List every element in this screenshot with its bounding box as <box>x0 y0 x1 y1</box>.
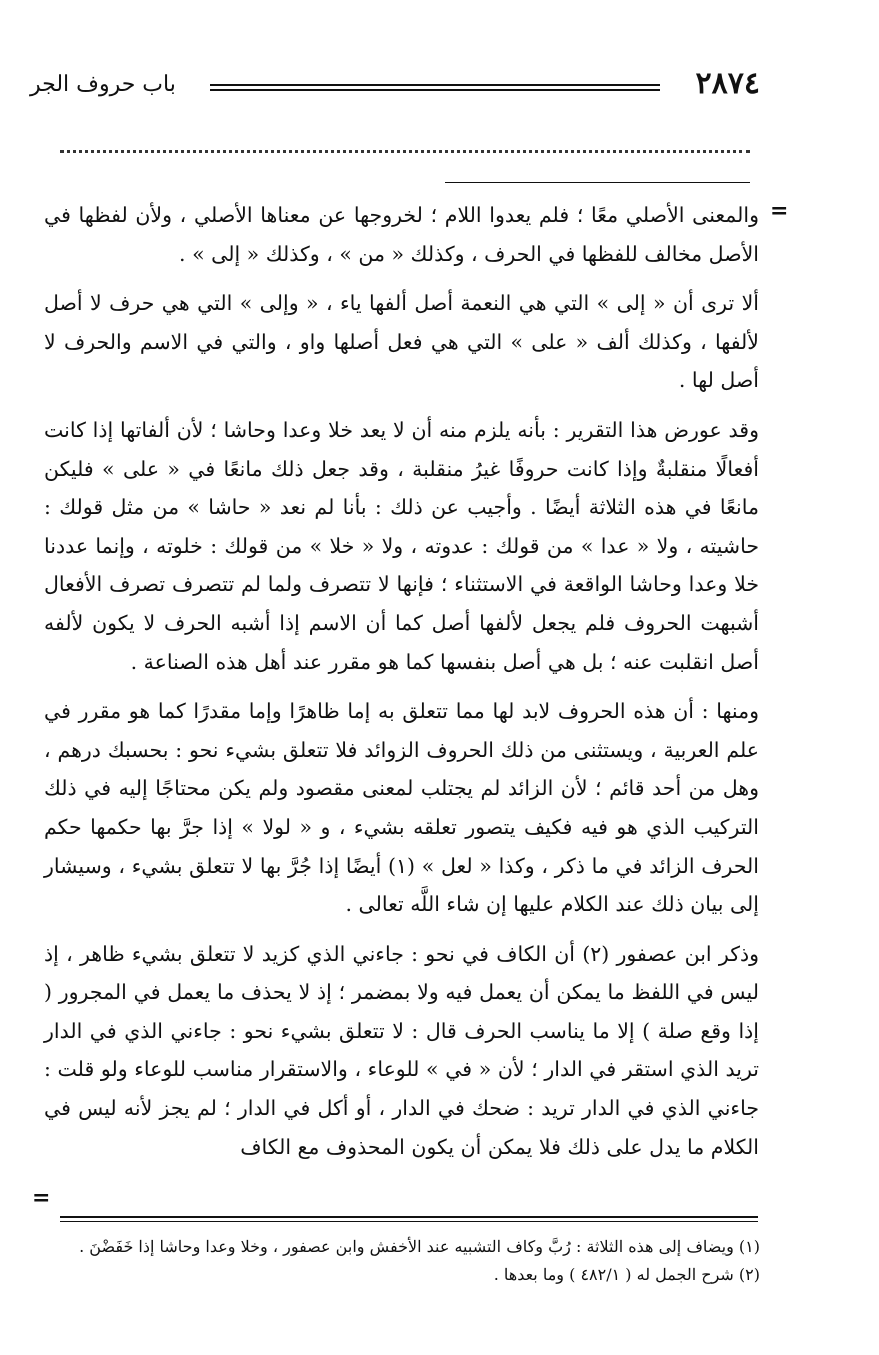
continuation-mark-bottom: = <box>32 1185 51 1211</box>
body-text <box>44 196 759 1177</box>
footnote: (١) ويضاف إلى هذه الثلاثة : رُبَّ وكاف التشبيه عند الأخفش وابن عصفور ، وخلا وعدا وحاشا إذا خَفَضْنَ . <box>79 1237 760 1256</box>
footnotes <box>60 1233 760 1289</box>
paragraph: وذكر ابن عصفور (٢) أن الكاف في نحو : جاءني الذي كزيد لا تتعلق بشيء ظاهر ، إذ ليس في اللفظ ما يمكن أن يعمل فيه ولا بمضمر ؛ إذ لا يحذف ما يعمل في المجرور ( إذا وقع صلة ) إلا ما يناسب الحرف قال : لا تتعلق بشيء نحو : جاءني الذي في الدار تريد الذي استقر في الدار ؛ لأن « في » للوعاء ، والاستقرار مناسب للوعاء ولو قلت : جاءني الذي في الدار تريد : ضحك في الدار ، أو أكل في الدار ؛ لم يجز لأنه ليس في الكلام ما يدل على ذلك فلا يمكن أن يكون المحذوف مع الكاف <box>44 941 759 1159</box>
paragraph: والمعنى الأصلي معًا ؛ فلم يعدوا اللام ؛ لخروجها عن معناها الأصلي ، ولأن لفظها في الأصل مخالف للفظها في الحرف ، وكذلك « من » ، وكذلك « إلى » . <box>44 203 759 266</box>
page-number: ٢٨٧٤ <box>695 66 760 101</box>
paragraph: ومنها : أن هذه الحروف لابد لها مما تتعلق به إما ظاهرًا وإما مقدرًا كما هو مقرر في علم العربية ، ويستثنى من ذلك الحروف الزوائد فلا تتعلق بشيء نحو : بحسبك درهم ، وهل من أحد قائم ؛ لأن الزائد لم يجتلب لمعنى مقصود ولم يكن محتاجًا إليه في ذلك التركيب الذي هو فيه فكيف يتصور تعلقه بشيء ، و « لولا » إذا جرَّ بها حكمها حكم الحرف الزائد في ما ذكر ، وكذا « لعل » (١) أيضًا إذا جُرَّ بها لا تتعلق بشيء ، وسيشار إلى بيان ذلك عند الكلام عليها إن شاء اللَّه تعالى . <box>44 699 759 917</box>
footnote: (٢) شرح الجمل له ( ٤٨٢/١ ) وما بعدها . <box>493 1265 760 1284</box>
dotted-separator <box>60 150 750 153</box>
paragraph: ألا ترى أن « إلى » التي هي النعمة أصل ألفها ياء ، « وإلى » التي هي حرف لا أصل لألفها ، وكذلك ألف « على » التي هي فعل أصلها واو ، والتي في الاسم والحرف لا أصل لها . <box>44 291 759 393</box>
continuation-mark-top: = <box>770 198 789 224</box>
footnote-rule <box>60 1216 758 1222</box>
paragraph: وقد عورض هذا التقرير : بأنه يلزم منه أن لا يعد خلا وعدا وحاشا ؛ لأن ألفاتها إذا كانت أفعالًا منقلبةٌ وإذا كانت حروفًا غيرُ منقلبة ، وقد جعل ذلك مانعًا في « على » فليكن مانعًا في هذه الثلاثة أيضًا . وأجيب عن ذلك : بأنا لم نعد « حاشا » من مثل قولك : حاشيته ، ولا « عدا » من قولك : عدوته ، ولا « خلا » من قولك : خلوته ، وإنما عددنا خلا وعدا وحاشا الواقعة في الاستثناء ؛ فإنها لا تتصرف ولما لم تتصرف تصرف الأفعال أشبهت الحروف فلم يجعل لألفها أصل كما أن الاسم إذا أشبه الحرف لا يكون لألفه أصل انقلبت عنه ؛ بل هي أصل بنفسها كما هو مقرر عند أهل هذه الصناعة . <box>44 417 759 674</box>
chapter-title: باب حروف الجر <box>30 72 176 97</box>
header-rule <box>210 84 660 91</box>
running-header <box>30 64 760 108</box>
separator-line <box>445 182 750 183</box>
